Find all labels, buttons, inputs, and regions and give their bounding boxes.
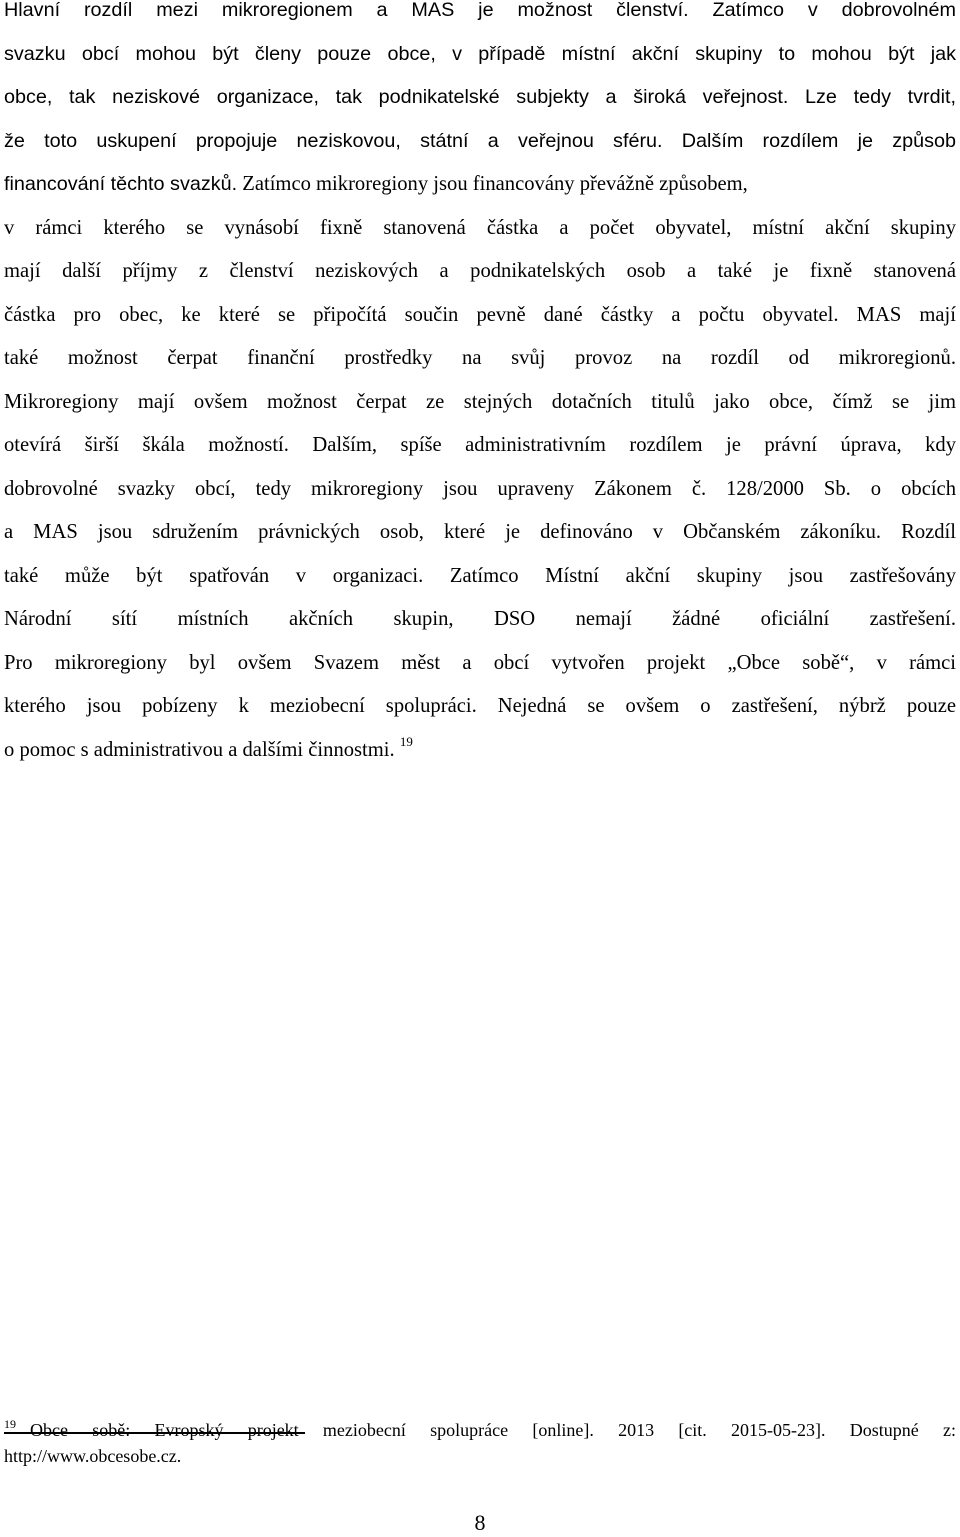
footnote-number: 19 — [4, 1417, 16, 1431]
footnote-text: Obce sobě: Evropský projekt meziobecní spolupráce [online]. 2013 [cit. 2015-05-23]. Dostupné z: — [30, 1420, 956, 1440]
paragraph-line: také může být spatřován v organizaci. Zatímco Místní akční skupiny jsou zastřešovány — [4, 564, 956, 587]
paragraph-line-serif-part: Zatímco mikroregiony jsou financovány převážně způsobem, — [237, 173, 748, 195]
paragraph-line: Mikroregiony mají ovšem možnost čerpat ze stejných dotačních titulů jako obce, čímž se jim — [4, 390, 956, 413]
paragraph-line: částka pro obec, ke které se připočítá součin pevně dané částky a počtu obyvatel. MAS mají — [4, 303, 956, 326]
page-number: 8 — [474, 1510, 486, 1535]
footnote-url[interactable]: http://www.obcesobe.cz. — [4, 1446, 182, 1466]
paragraph-line: otevírá širší škála možností. Dalším, spíše administrativním rozdílem je právní úprava, kdy — [4, 434, 956, 456]
paragraph-line: že toto uskupení propojuje neziskovou, státní a veřejnou sféru. Dalším rozdílem je způsob — [4, 129, 956, 152]
paragraph-line: Pro mikroregiony byl ovšem Svazem měst a obcí vytvořen projekt „Obce sobě“, v rámci — [4, 651, 956, 674]
paragraph-line: mají další příjmy z členství neziskových a podnikatelských osob a také je fixně stanovená — [4, 260, 956, 282]
paragraph-line: Hlavní rozdíl mezi mikroregionem a MAS je možnost členství. Zatímco v dobrovolném — [4, 0, 956, 21]
paragraph-line: také možnost čerpat finanční prostředky na svůj provoz na rozdíl od mikroregionů. — [4, 347, 956, 369]
paragraph-line: o pomoc s administrativou a dalšími činnostmi. — [4, 738, 395, 761]
paragraph-line: v rámci kterého se vynásobí fixně stanovená částka a počet obyvatel, místní akční skupiny — [4, 216, 956, 239]
paragraph-line-mixed — [4, 163, 956, 207]
footnote-line — [4, 1417, 956, 1443]
paragraph-last-line — [4, 729, 956, 773]
paragraph-line: dobrovolné svazky obcí, tedy mikroregiony jsou upraveny Zákonem č. 128/2000 Sb. o obcích — [4, 477, 956, 500]
paragraph-line: Národní sítí místních akčních skupin, DSO nemají žádné oficiální zastřešení. — [4, 608, 956, 630]
paragraph-line: obce, tak neziskové organizace, tak podnikatelské subjekty a široká veřejnost. Lze tedy tvrdit, — [4, 86, 956, 108]
paragraph-line-sans-part: financování těchto svazků. — [4, 173, 238, 195]
paragraph-line: a MAS jsou sdružením právnických osob, které je definováno v Občanském zákoníku. Rozdíl — [4, 521, 956, 543]
paragraph-line: kterého jsou pobízeny k meziobecní spolupráci. Nejedná se ovšem o zastřešení, nýbrž pouze — [4, 695, 956, 717]
paragraph-line: svazku obcí mohou být členy pouze obce, v případě místní akční skupiny to mohou být jak — [4, 42, 956, 65]
footnote-reference[interactable]: 19 — [399, 733, 413, 749]
